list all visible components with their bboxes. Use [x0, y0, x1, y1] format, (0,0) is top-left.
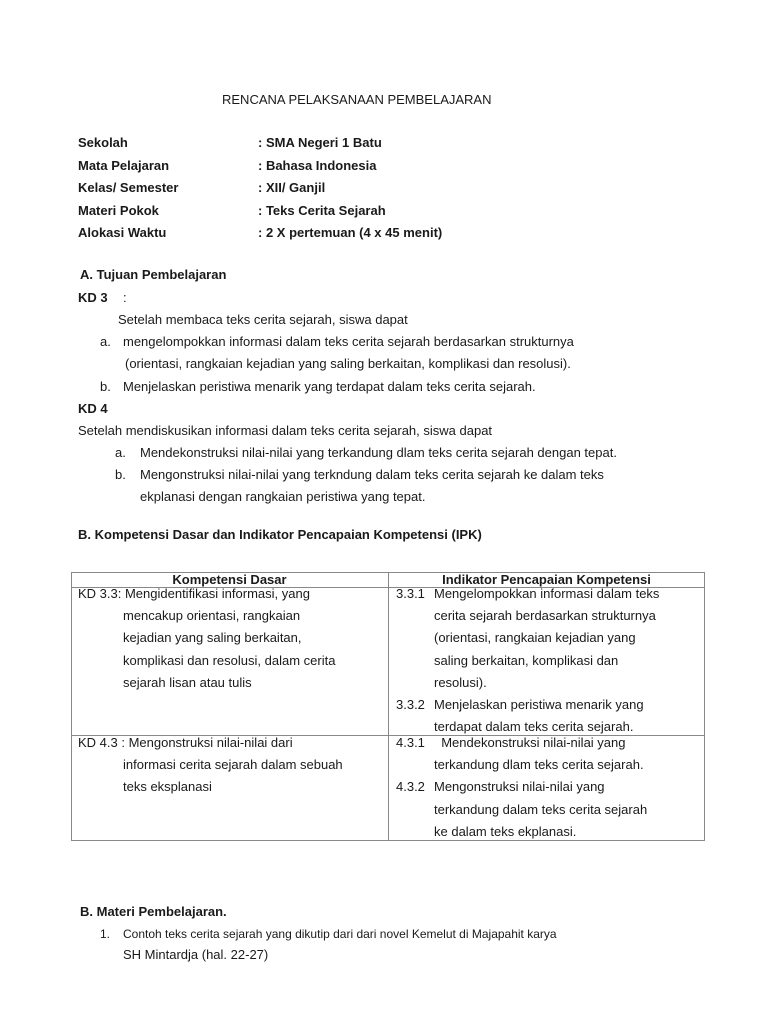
kd3-label: KD 3 [78, 290, 108, 305]
kd-text: sejarah lisan atau tulis [123, 674, 252, 690]
kd-text: komplikasi dan resolusi, dalam cerita [123, 652, 336, 668]
kd-text: informasi cerita sejarah dalam sebuah [123, 757, 343, 773]
ipk-text: terkandung dlam teks cerita sejarah. [434, 757, 644, 773]
ipk-number: 3.3.1 [396, 586, 425, 601]
list-item: Menjelaskan peristiwa menarik yang terdapat dalam teks cerita sejarah. [123, 379, 536, 394]
ipk-text: (orientasi, rangkaian kejadian yang [434, 630, 636, 646]
ipk-text: Mengonstruksi nilai-nilai yang [434, 779, 605, 795]
kd-text: mencakup orientasi, rangkaian [123, 608, 301, 624]
info-value: : Bahasa Indonesia [258, 157, 377, 173]
kd4-intro: Setelah mendiskusikan informasi dalam teks cerita sejarah, siswa dapat [78, 423, 493, 438]
list-item: Mengonstruksi nilai-nilai yang terkndung dalam teks cerita sejarah ke dalam teks [140, 467, 604, 482]
info-label: Alokasi Waktu [78, 225, 167, 240]
list-marker: 1. [100, 927, 111, 941]
kd-text: KD 3.3: Mengidentifikasi informasi, yang [78, 586, 310, 601]
info-value: : XII/ Ganjil [258, 180, 326, 195]
info-label: Materi Pokok [78, 202, 159, 218]
list-marker: b. [115, 467, 126, 482]
ipk-text: cerita sejarah berdasarkan strukturnya [434, 608, 656, 624]
section-a-heading: A. Tujuan Pembelajaran [80, 267, 227, 282]
info-label: Sekolah [78, 135, 128, 150]
info-value: : Teks Cerita Sejarah [258, 202, 386, 218]
ipk-text: Menjelaskan peristiwa menarik yang [434, 697, 644, 712]
list-item-cont: (orientasi, rangkaian kejadian yang saling berkaitan, komplikasi dan resolusi). [125, 356, 571, 371]
info-label: Kelas/ Semester [78, 180, 179, 195]
info-value: : SMA Negeri 1 Batu [258, 135, 382, 150]
kd3-colon: : [123, 290, 127, 305]
info-label: Mata Pelajaran [78, 157, 170, 173]
document-title: RENCANA PELAKSANAAN PEMBELAJARAN [222, 92, 492, 107]
section-materi-heading: B. Materi Pembelajaran. [80, 904, 227, 919]
list-marker: b. [100, 379, 111, 394]
ipk-text: terdapat dalam teks cerita sejarah. [434, 719, 634, 735]
kd3-intro: Setelah membaca teks cerita sejarah, siswa dapat [118, 312, 408, 327]
ipk-text: terkandung dalam teks cerita sejarah [434, 801, 648, 817]
section-b-heading: B. Kompetensi Dasar dan Indikator Pencapaian Kompetensi (IPK) [78, 527, 482, 542]
ipk-text: ke dalam teks ekplanasi. [434, 823, 577, 839]
list-item-cont: ekplanasi dengan rangkaian peristiwa yang tepat. [140, 489, 426, 504]
kd-text: kejadian yang saling berkaitan, [123, 630, 302, 646]
ipk-text: saling berkaitan, komplikasi dan [434, 652, 619, 668]
ipk-text: Mendekonstruksi nilai-nilai yang [434, 735, 626, 750]
kd-text: teks eksplanasi [123, 779, 212, 795]
list-marker: a. [115, 445, 126, 460]
table-header-kd: Kompetensi Dasar [172, 572, 287, 587]
table-header-ipk: Indikator Pencapaian Kompetensi [442, 572, 651, 587]
list-item: Mendekonstruksi nilai-nilai yang terkandung dlam teks cerita sejarah dengan tepat. [140, 445, 617, 460]
list-marker: a. [100, 334, 111, 349]
kd4-label: KD 4 [78, 401, 108, 416]
list-item: mengelompokkan informasi dalam teks cerita sejarah berdasarkan strukturnya [123, 334, 574, 349]
ipk-number: 4.3.1 [396, 735, 425, 750]
ipk-number: 4.3.2 [396, 779, 425, 795]
list-item: Contoh teks cerita sejarah yang dikutip dari dari novel Kemelut di Majapahit karya [123, 927, 557, 941]
kd-text: KD 4.3 : Mengonstruksi nilai-nilai dari [78, 735, 293, 750]
ipk-number: 3.3.2 [396, 697, 425, 712]
list-item-cont: SH Mintardja (hal. 22-27) [123, 947, 269, 962]
ipk-text: resolusi). [434, 674, 487, 690]
ipk-text: Mengelompokkan informasi dalam teks [434, 586, 660, 601]
info-value: : 2 X pertemuan (4 x 45 menit) [258, 225, 443, 240]
